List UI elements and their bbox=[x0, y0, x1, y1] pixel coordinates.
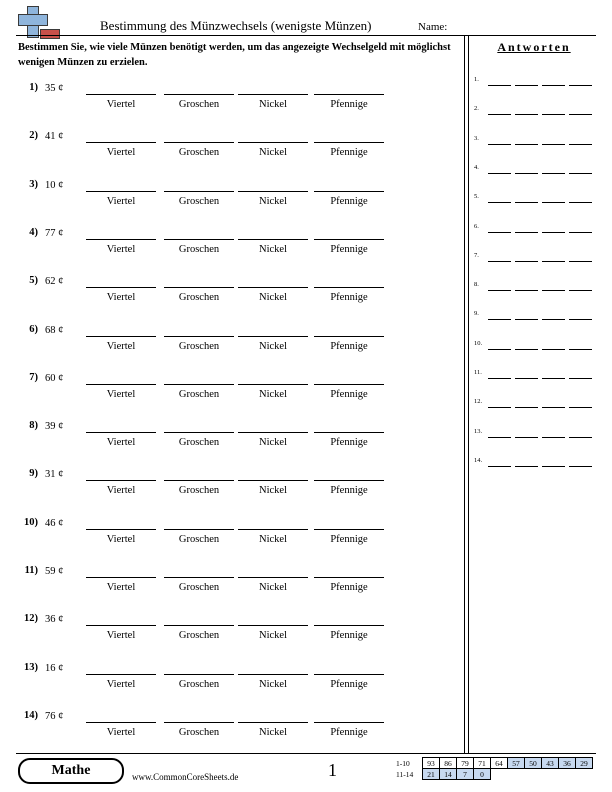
answer-blank[interactable] bbox=[314, 384, 384, 385]
answer-line[interactable] bbox=[542, 261, 565, 262]
worksheet-title: Bestimmung des Münzwechsels (wenigste Münzen) bbox=[100, 18, 372, 33]
logo bbox=[18, 6, 54, 38]
coin-label: Pfennige bbox=[330, 388, 368, 400]
answer-line[interactable] bbox=[542, 378, 565, 379]
answer-line[interactable] bbox=[542, 349, 565, 350]
answer-line[interactable] bbox=[569, 232, 592, 233]
answer-blank[interactable] bbox=[238, 191, 308, 192]
coin-label: Pfennige bbox=[330, 678, 368, 690]
answer-line[interactable] bbox=[569, 378, 592, 379]
answer-line[interactable] bbox=[569, 466, 592, 467]
answer-line[interactable] bbox=[569, 173, 592, 174]
answer-line[interactable] bbox=[569, 261, 592, 262]
answer-number: 4. bbox=[474, 163, 479, 171]
answer-line[interactable] bbox=[515, 349, 538, 350]
coin-label: Pfennige bbox=[330, 630, 368, 642]
answer-blank[interactable] bbox=[314, 336, 384, 337]
coin-label: Groschen bbox=[178, 243, 220, 255]
answer-blank[interactable] bbox=[238, 480, 308, 481]
answer-number: 14. bbox=[474, 456, 483, 464]
subject-badge bbox=[18, 758, 124, 784]
problem-row bbox=[0, 82, 470, 128]
answer-number: 3. bbox=[474, 134, 479, 142]
coin-label: Nickel bbox=[259, 437, 287, 449]
answer-blank[interactable] bbox=[86, 142, 156, 143]
answer-blank[interactable] bbox=[314, 480, 384, 481]
answer-blank[interactable] bbox=[164, 674, 234, 675]
problem-number: 10) bbox=[24, 516, 38, 528]
answer-blank[interactable] bbox=[86, 625, 156, 626]
coin-label: Viertel bbox=[106, 533, 136, 545]
answer-line[interactable] bbox=[515, 437, 538, 438]
coin-label: Nickel bbox=[259, 195, 287, 207]
answer-blank[interactable] bbox=[238, 287, 308, 288]
coin-label: Pfennige bbox=[330, 99, 368, 110]
answer-number: 13. bbox=[474, 427, 483, 435]
problem-number: 13) bbox=[24, 661, 38, 673]
coin-label: Nickel bbox=[259, 678, 287, 690]
problem-number: 5) bbox=[29, 275, 38, 287]
answer-blank[interactable] bbox=[314, 722, 384, 723]
coin-label: Pfennige bbox=[330, 340, 368, 352]
answer-blank[interactable] bbox=[86, 577, 156, 578]
answer-line[interactable] bbox=[569, 144, 592, 145]
answer-row bbox=[474, 252, 594, 264]
coin-label: Nickel bbox=[259, 147, 287, 159]
answer-line[interactable] bbox=[542, 173, 565, 174]
answer-line[interactable] bbox=[569, 290, 592, 291]
page-number: 1 bbox=[328, 760, 337, 780]
answer-blank[interactable] bbox=[164, 191, 234, 192]
top-divider bbox=[16, 35, 596, 36]
problem-amount: 60 ¢ bbox=[45, 372, 64, 384]
problem-number: 9) bbox=[29, 468, 38, 480]
problem-amount: 39 ¢ bbox=[45, 421, 64, 433]
answer-line[interactable] bbox=[515, 319, 538, 320]
coin-label: Pfennige bbox=[330, 726, 368, 738]
score-key-cell: 50 bbox=[525, 758, 542, 769]
answer-blank[interactable] bbox=[314, 287, 384, 288]
answer-line[interactable] bbox=[515, 173, 538, 174]
coin-label: Viertel bbox=[106, 678, 136, 690]
answer-blank[interactable] bbox=[238, 625, 308, 626]
answer-number: 1. bbox=[474, 76, 479, 83]
coin-label: Nickel bbox=[259, 99, 287, 110]
answer-row bbox=[474, 428, 594, 440]
coin-label: Viertel bbox=[106, 340, 136, 352]
answer-blank[interactable] bbox=[238, 674, 308, 675]
answer-line[interactable] bbox=[542, 319, 565, 320]
answer-blank[interactable] bbox=[314, 529, 384, 530]
answer-line[interactable] bbox=[488, 319, 511, 320]
coin-label: Pfennige bbox=[330, 292, 368, 304]
coin-label: Viertel bbox=[106, 99, 136, 110]
answer-blank[interactable] bbox=[86, 722, 156, 723]
answer-number: 12. bbox=[474, 398, 483, 406]
answer-number: 9. bbox=[474, 310, 479, 318]
answer-line[interactable] bbox=[515, 290, 538, 291]
answer-row bbox=[474, 310, 594, 322]
coin-label: Nickel bbox=[259, 243, 287, 255]
subject-label: Mathe bbox=[51, 763, 91, 778]
problem-amount: 46 ¢ bbox=[45, 517, 64, 529]
problem-number: 2) bbox=[29, 130, 38, 142]
coin-label: Nickel bbox=[259, 630, 287, 642]
answer-line[interactable] bbox=[542, 202, 565, 203]
problem-row bbox=[0, 565, 470, 611]
score-key-cell: 93 bbox=[423, 758, 440, 769]
coin-label: Viertel bbox=[106, 147, 136, 159]
coin-label: Nickel bbox=[259, 340, 287, 352]
answer-line[interactable] bbox=[488, 378, 511, 379]
score-key-cell: 86 bbox=[440, 758, 457, 769]
answer-number: 5. bbox=[474, 193, 479, 201]
instructions: Bestimmen Sie, wie viele Münzen benötigt werden, um das angezeigte Wechselgeld mit möglichst wenigen Münzen zu erzielen. bbox=[18, 42, 451, 68]
score-key-cell: 43 bbox=[542, 758, 559, 769]
answer-number: 6. bbox=[474, 222, 479, 230]
problem-amount: 77 ¢ bbox=[45, 227, 64, 239]
score-key-range: 1-10 bbox=[396, 758, 410, 768]
problem-number: 1) bbox=[29, 82, 38, 93]
answer-line[interactable] bbox=[488, 261, 511, 262]
answer-blank[interactable] bbox=[238, 384, 308, 385]
problem-row bbox=[0, 468, 470, 514]
coin-label: Pfennige bbox=[330, 147, 368, 159]
answer-blank[interactable] bbox=[314, 432, 384, 433]
answer-blank[interactable] bbox=[314, 577, 384, 578]
answer-line[interactable] bbox=[569, 349, 592, 350]
coin-label: Groschen bbox=[178, 340, 220, 352]
score-key-cell: 14 bbox=[440, 769, 457, 780]
coin-label: Nickel bbox=[259, 533, 287, 545]
answer-line[interactable] bbox=[542, 114, 565, 115]
answer-line[interactable] bbox=[488, 202, 511, 203]
answer-number: 7. bbox=[474, 251, 479, 259]
answer-blank[interactable] bbox=[86, 239, 156, 240]
answer-blank[interactable] bbox=[86, 384, 156, 385]
answer-line[interactable] bbox=[515, 202, 538, 203]
problem-row bbox=[0, 130, 470, 176]
answer-blank[interactable] bbox=[314, 239, 384, 240]
coin-label: Groschen bbox=[178, 437, 220, 449]
answer-line[interactable] bbox=[569, 319, 592, 320]
answer-number: 11. bbox=[474, 369, 482, 376]
answer-row bbox=[474, 369, 594, 381]
answer-line[interactable] bbox=[488, 85, 511, 86]
coin-label: Viertel bbox=[106, 485, 136, 497]
coin-label: Viertel bbox=[106, 195, 136, 207]
answer-number: 10. bbox=[474, 339, 483, 347]
problem-number: 4) bbox=[29, 226, 38, 238]
answer-blank[interactable] bbox=[314, 191, 384, 192]
coin-label: Viertel bbox=[106, 726, 136, 738]
problem-row bbox=[0, 420, 470, 466]
answer-blank[interactable] bbox=[164, 384, 234, 385]
answer-number: 2. bbox=[474, 105, 479, 113]
problem-number: 3) bbox=[29, 178, 38, 190]
answer-row bbox=[474, 135, 594, 147]
answer-row bbox=[474, 281, 594, 293]
answer-line[interactable] bbox=[542, 407, 565, 408]
problem-amount: 10 ¢ bbox=[45, 179, 64, 191]
coin-label: Viertel bbox=[106, 582, 136, 593]
answer-row bbox=[474, 457, 594, 469]
score-key-cell: 71 bbox=[474, 758, 491, 769]
coin-label: Groschen bbox=[178, 678, 220, 690]
answer-blank[interactable] bbox=[164, 577, 234, 578]
problem-number: 14) bbox=[24, 709, 38, 721]
problem-number: 11) bbox=[24, 565, 38, 576]
coin-label: Viertel bbox=[106, 388, 136, 400]
problem-row bbox=[0, 275, 470, 321]
coin-label: Viertel bbox=[106, 630, 136, 642]
problem-amount: 59 ¢ bbox=[45, 566, 64, 577]
coin-label: Pfennige bbox=[330, 437, 368, 449]
score-key-cell: 7 bbox=[457, 769, 474, 780]
answer-blank[interactable] bbox=[164, 722, 234, 723]
answer-blank[interactable] bbox=[238, 529, 308, 530]
coin-label: Pfennige bbox=[330, 533, 368, 545]
answer-line[interactable] bbox=[542, 144, 565, 145]
answer-line[interactable] bbox=[542, 85, 565, 86]
coin-label: Groschen bbox=[178, 195, 220, 207]
answer-line[interactable] bbox=[515, 85, 538, 86]
answer-blank[interactable] bbox=[164, 529, 234, 530]
answer-row bbox=[474, 76, 594, 88]
problem-amount: 41 ¢ bbox=[45, 131, 64, 143]
score-key-cell: 21 bbox=[423, 769, 440, 780]
coin-label: Viertel bbox=[106, 243, 136, 255]
problem-amount: 36 ¢ bbox=[45, 614, 64, 626]
answer-row bbox=[474, 398, 594, 410]
problem-row bbox=[0, 662, 470, 708]
problem-number: 6) bbox=[29, 323, 38, 335]
coin-label: Pfennige bbox=[330, 485, 368, 497]
answer-line[interactable] bbox=[542, 232, 565, 233]
answer-blank[interactable] bbox=[314, 674, 384, 675]
answer-line[interactable] bbox=[488, 466, 511, 467]
answer-blank[interactable] bbox=[238, 336, 308, 337]
coin-label: Groschen bbox=[178, 533, 220, 545]
problem-row bbox=[0, 179, 470, 225]
answer-blank[interactable] bbox=[164, 94, 234, 95]
answer-line[interactable] bbox=[515, 407, 538, 408]
score-key-cell: 79 bbox=[457, 758, 474, 769]
answer-blank[interactable] bbox=[314, 94, 384, 95]
coin-label: Pfennige bbox=[330, 582, 368, 593]
answer-blank[interactable] bbox=[86, 94, 156, 95]
score-key-table bbox=[396, 757, 593, 780]
answer-line[interactable] bbox=[488, 290, 511, 291]
answer-line[interactable] bbox=[542, 290, 565, 291]
answer-blank[interactable] bbox=[238, 142, 308, 143]
score-key-cell: 64 bbox=[491, 758, 508, 769]
coin-label: Groschen bbox=[178, 582, 220, 593]
problem-amount: 35 ¢ bbox=[45, 83, 64, 94]
answer-blank[interactable] bbox=[164, 287, 234, 288]
answer-line[interactable] bbox=[542, 466, 565, 467]
answer-line[interactable] bbox=[488, 437, 511, 438]
answer-line[interactable] bbox=[488, 349, 511, 350]
answer-row bbox=[474, 164, 594, 176]
coin-label: Groschen bbox=[178, 485, 220, 497]
answer-blank[interactable] bbox=[314, 142, 384, 143]
answer-blank[interactable] bbox=[238, 239, 308, 240]
answer-line[interactable] bbox=[488, 173, 511, 174]
answer-blank[interactable] bbox=[164, 336, 234, 337]
answer-line[interactable] bbox=[569, 114, 592, 115]
answer-number: 8. bbox=[474, 281, 479, 289]
answer-blank[interactable] bbox=[86, 432, 156, 433]
answer-line[interactable] bbox=[569, 202, 592, 203]
answer-line[interactable] bbox=[569, 437, 592, 438]
answer-row bbox=[474, 105, 594, 117]
coin-label: Viertel bbox=[106, 437, 136, 449]
coin-label: Groschen bbox=[178, 388, 220, 400]
problem-amount: 31 ¢ bbox=[45, 469, 64, 481]
answer-line[interactable] bbox=[515, 378, 538, 379]
problem-row bbox=[0, 372, 470, 418]
answer-row bbox=[474, 193, 594, 205]
answer-line[interactable] bbox=[488, 232, 511, 233]
problem-amount: 16 ¢ bbox=[45, 662, 64, 674]
answer-blank[interactable] bbox=[86, 529, 156, 530]
answer-blank[interactable] bbox=[238, 577, 308, 578]
answer-row bbox=[474, 340, 594, 352]
problem-number: 7) bbox=[29, 371, 38, 383]
problem-row bbox=[0, 710, 470, 756]
answer-blank[interactable] bbox=[164, 142, 234, 143]
coin-label: Pfennige bbox=[330, 243, 368, 255]
answer-blank[interactable] bbox=[86, 480, 156, 481]
answer-blank[interactable] bbox=[238, 432, 308, 433]
problem-amount: 62 ¢ bbox=[45, 276, 64, 288]
name-label: Name: bbox=[418, 21, 448, 33]
answer-blank[interactable] bbox=[164, 239, 234, 240]
answer-blank[interactable] bbox=[314, 625, 384, 626]
problem-amount: 68 ¢ bbox=[45, 324, 64, 336]
score-key-cell: 0 bbox=[474, 769, 491, 780]
answer-line[interactable] bbox=[488, 114, 511, 115]
score-key-cell: 36 bbox=[559, 758, 576, 769]
answer-blank[interactable] bbox=[164, 432, 234, 433]
score-key-row bbox=[396, 769, 593, 780]
problem-number: 8) bbox=[29, 420, 38, 432]
coin-label: Groschen bbox=[178, 147, 220, 159]
problem-number: 12) bbox=[24, 613, 38, 625]
answer-line[interactable] bbox=[569, 407, 592, 408]
coin-label: Viertel bbox=[106, 292, 136, 304]
answer-blank[interactable] bbox=[86, 674, 156, 675]
answer-line[interactable] bbox=[515, 232, 538, 233]
problem-row bbox=[0, 324, 470, 370]
score-key-cell: 29 bbox=[576, 758, 593, 769]
coin-label: Nickel bbox=[259, 485, 287, 497]
answer-blank[interactable] bbox=[238, 94, 308, 95]
coin-label: Groschen bbox=[178, 292, 220, 304]
answer-blank[interactable] bbox=[86, 191, 156, 192]
problem-row bbox=[0, 613, 470, 659]
answer-line[interactable] bbox=[515, 144, 538, 145]
answer-blank[interactable] bbox=[164, 625, 234, 626]
answer-line[interactable] bbox=[488, 407, 511, 408]
coin-label: Nickel bbox=[259, 388, 287, 400]
answers-title: Antworten bbox=[497, 40, 571, 54]
answer-line[interactable] bbox=[515, 114, 538, 115]
coin-label: Groschen bbox=[178, 630, 220, 642]
score-key-row bbox=[396, 758, 593, 769]
answer-line[interactable] bbox=[569, 85, 592, 86]
answer-blank[interactable] bbox=[164, 480, 234, 481]
answer-line[interactable] bbox=[542, 437, 565, 438]
problem-amount: 76 ¢ bbox=[45, 710, 64, 722]
site-url: www.CommonCoreSheets.de bbox=[132, 772, 239, 782]
coin-label: Nickel bbox=[259, 726, 287, 738]
answer-row bbox=[474, 223, 594, 235]
coin-label: Nickel bbox=[259, 292, 287, 304]
answer-line[interactable] bbox=[515, 261, 538, 262]
score-key-range: 11-14 bbox=[396, 769, 414, 779]
coin-label: Groschen bbox=[178, 726, 220, 738]
problem-row bbox=[0, 227, 470, 273]
answer-blank[interactable] bbox=[238, 722, 308, 723]
answer-blank[interactable] bbox=[86, 336, 156, 337]
score-key-cell: 57 bbox=[508, 758, 525, 769]
answer-line[interactable] bbox=[515, 466, 538, 467]
problem-row bbox=[0, 517, 470, 563]
coin-label: Pfennige bbox=[330, 195, 368, 207]
coin-label: Groschen bbox=[178, 99, 220, 110]
coin-label: Nickel bbox=[259, 582, 287, 593]
answer-line[interactable] bbox=[488, 144, 511, 145]
answer-blank[interactable] bbox=[86, 287, 156, 288]
